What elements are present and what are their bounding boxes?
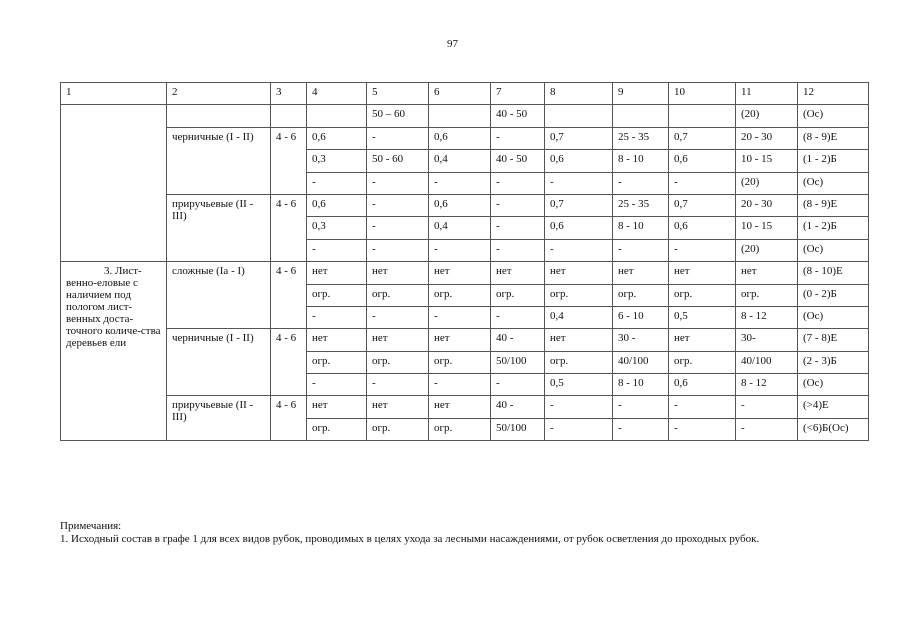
table-cell: нет [545,262,613,284]
table-cell: 8 - 12 [736,306,798,328]
table-cell: 6 - 10 [613,306,669,328]
table-cell: - [367,194,429,216]
table-cell: нет [367,329,429,351]
table-cell: - [491,127,545,149]
table-cell: 50/100 [491,351,545,373]
column-header: 7 [491,83,545,105]
table-cell: 20 - 30 [736,127,798,149]
table-cell: 0,6 [669,374,736,396]
table-cell: нет [491,262,545,284]
table-cell: 0,6 [429,194,491,216]
table-cell: (>4)Е [798,396,869,418]
table-cell: 0,3 [307,217,367,239]
table-cell: - [736,418,798,440]
table-cell: 40 - 50 [491,150,545,172]
table-cell: 25 - 35 [613,127,669,149]
table-cell: (Ос) [798,105,869,127]
table-cell: 0,7 [545,127,613,149]
column-header: 5 [367,83,429,105]
table-cell: 4 - 6 [271,396,307,441]
column-header: 9 [613,83,669,105]
table-cell: - [491,239,545,261]
table-cell: - [613,239,669,261]
table-cell: (Ос) [798,239,869,261]
table-cell: 0,5 [669,306,736,328]
column-header: 10 [669,83,736,105]
table-row [61,262,869,284]
table-cell: огр. [307,284,367,306]
column-header: 3 [271,83,307,105]
table-cell: 0,3 [307,150,367,172]
table-cell: 30- [736,329,798,351]
table-cell: (<6)Б(Ос) [798,418,869,440]
table-cell: огр. [669,284,736,306]
table-cell: (Ос) [798,172,869,194]
table-cell: - [613,418,669,440]
table-cell: - [367,374,429,396]
table-cell: нет [736,262,798,284]
table-cell: 0,4 [429,150,491,172]
table-cell: нет [307,329,367,351]
table-cell: (Ос) [798,306,869,328]
table-cell [307,105,367,127]
table-cell: (1 - 2)Б [798,150,869,172]
table-cell: - [429,172,491,194]
table-cell: 0,6 [307,194,367,216]
note-item-1: 1. Исходный состав в графе 1 для всех видов рубок, проводимых в целях ухода за лесными насаждениями, от рубок осветления до проходных рубок. [60,533,760,545]
table-cell: 0,6 [545,150,613,172]
table-cell: 40/100 [613,351,669,373]
table-row [61,105,869,127]
forestry-table [60,82,869,441]
table-header-row [61,83,869,105]
table-row [61,329,869,351]
page-number: 97 [447,38,458,50]
table-cell: нет [613,262,669,284]
table-cell: 4 - 6 [271,262,307,329]
notes-title: Примечания: [60,520,122,532]
table-cell: - [429,306,491,328]
table-cell: 10 - 15 [736,217,798,239]
table-cell: огр. [491,284,545,306]
table-cell: огр. [429,351,491,373]
table-cell: (20) [736,172,798,194]
table-cell: 4 - 6 [271,194,307,261]
table-cell: 8 - 10 [613,150,669,172]
table-cell: нет [307,262,367,284]
forest-type-cell [167,105,271,127]
table-cell: - [545,239,613,261]
table-cell: 8 - 12 [736,374,798,396]
table-cell: огр. [429,418,491,440]
table-cell: 0,5 [545,374,613,396]
table-cell: огр. [545,351,613,373]
table-cell: огр. [367,418,429,440]
table-cell: - [613,172,669,194]
group-description-cell [61,105,167,262]
table-cell: - [669,239,736,261]
table-cell: 0,4 [429,217,491,239]
table-cell: - [429,239,491,261]
column-header: 2 [167,83,271,105]
table-cell: 4 - 6 [271,127,307,194]
table-cell: нет [367,262,429,284]
table-cell: - [669,172,736,194]
table-cell: нет [669,262,736,284]
table-cell: огр. [367,351,429,373]
table-cell: (7 - 8)Е [798,329,869,351]
table-cell: огр. [669,351,736,373]
table-cell: огр. [367,284,429,306]
table-cell: - [669,418,736,440]
table-cell: - [491,172,545,194]
table-cell [545,105,613,127]
column-header: 12 [798,83,869,105]
column-header: 4 [307,83,367,105]
table-cell: - [307,239,367,261]
forest-type-cell: приручьевые (II - III) [167,194,271,261]
forest-type-cell: сложные (Iа - I) [167,262,271,329]
table-cell: - [669,396,736,418]
table-cell: - [545,172,613,194]
table-cell: - [491,374,545,396]
column-header: 6 [429,83,491,105]
table-cell: 25 - 35 [613,194,669,216]
table-cell: - [545,396,613,418]
table-cell [669,105,736,127]
table-cell: - [367,217,429,239]
table-cell: 40 - [491,329,545,351]
table-cell: (8 - 9)Е [798,194,869,216]
column-header: 8 [545,83,613,105]
table-cell: нет [669,329,736,351]
forest-type-cell: черничные (I - II) [167,329,271,396]
table-cell: (8 - 9)Е [798,127,869,149]
table-row [61,127,869,149]
table-cell: огр. [429,284,491,306]
table-cell: 0,6 [669,150,736,172]
table-cell: 0,4 [545,306,613,328]
table-cell: - [367,172,429,194]
table-cell: огр. [307,351,367,373]
table-cell: нет [367,396,429,418]
table-cell: огр. [307,418,367,440]
column-header: 1 [61,83,167,105]
table-cell: 20 - 30 [736,194,798,216]
table-cell [613,105,669,127]
table-cell: (2 - 3)Б [798,351,869,373]
table-cell: - [307,306,367,328]
table-cell: 50 – 60 [367,105,429,127]
column-header: 11 [736,83,798,105]
table-cell: - [429,374,491,396]
table-cell: нет [429,262,491,284]
table-cell: 30 - [613,329,669,351]
table-cell: нет [429,329,491,351]
table-cell: огр. [545,284,613,306]
table-cell: нет [545,329,613,351]
table-cell: - [736,396,798,418]
table-cell: огр. [736,284,798,306]
table-cell [429,105,491,127]
table-cell: - [491,194,545,216]
table-cell: нет [307,396,367,418]
notes-section [60,520,860,546]
table-row [61,194,869,216]
table-cell: 40 - 50 [491,105,545,127]
table-cell: (20) [736,239,798,261]
table-cell: нет [429,396,491,418]
table-cell: 0,6 [669,217,736,239]
table-cell: 0,6 [545,217,613,239]
table-cell: - [367,306,429,328]
table-cell: - [491,217,545,239]
table-cell: 50 - 60 [367,150,429,172]
table-cell: 4 - 6 [271,329,307,396]
table-cell: - [491,306,545,328]
table-cell: (Ос) [798,374,869,396]
table-cell: (8 - 10)Е [798,262,869,284]
table-cell: - [307,172,367,194]
table-row [61,396,869,418]
table-cell: огр. [613,284,669,306]
forest-type-cell: приручьевые (II - III) [167,396,271,441]
table-cell: 40/100 [736,351,798,373]
table-cell: - [307,374,367,396]
table-cell: - [613,396,669,418]
table-cell: 0,7 [669,194,736,216]
table-cell: (20) [736,105,798,127]
table-cell: (1 - 2)Б [798,217,869,239]
table-cell: 0,7 [669,127,736,149]
table-cell: 0,6 [429,127,491,149]
table-cell: (0 - 2)Б [798,284,869,306]
table-cell: - [545,418,613,440]
table-cell: - [367,127,429,149]
table-cell: 10 - 15 [736,150,798,172]
table-cell: 0,7 [545,194,613,216]
table-cell: - [367,239,429,261]
group-description-cell: 3. Лист-венно-еловые с наличием под пологом лист-венных доста-точного количе-ства деревьев ели [61,262,167,441]
table-cell: 40 - [491,396,545,418]
table-cell: 0,6 [307,127,367,149]
table-cell: 8 - 10 [613,374,669,396]
table-cell: 8 - 10 [613,217,669,239]
table-cell [271,105,307,127]
table-cell: 50/100 [491,418,545,440]
forest-type-cell: черничные (I - II) [167,127,271,194]
